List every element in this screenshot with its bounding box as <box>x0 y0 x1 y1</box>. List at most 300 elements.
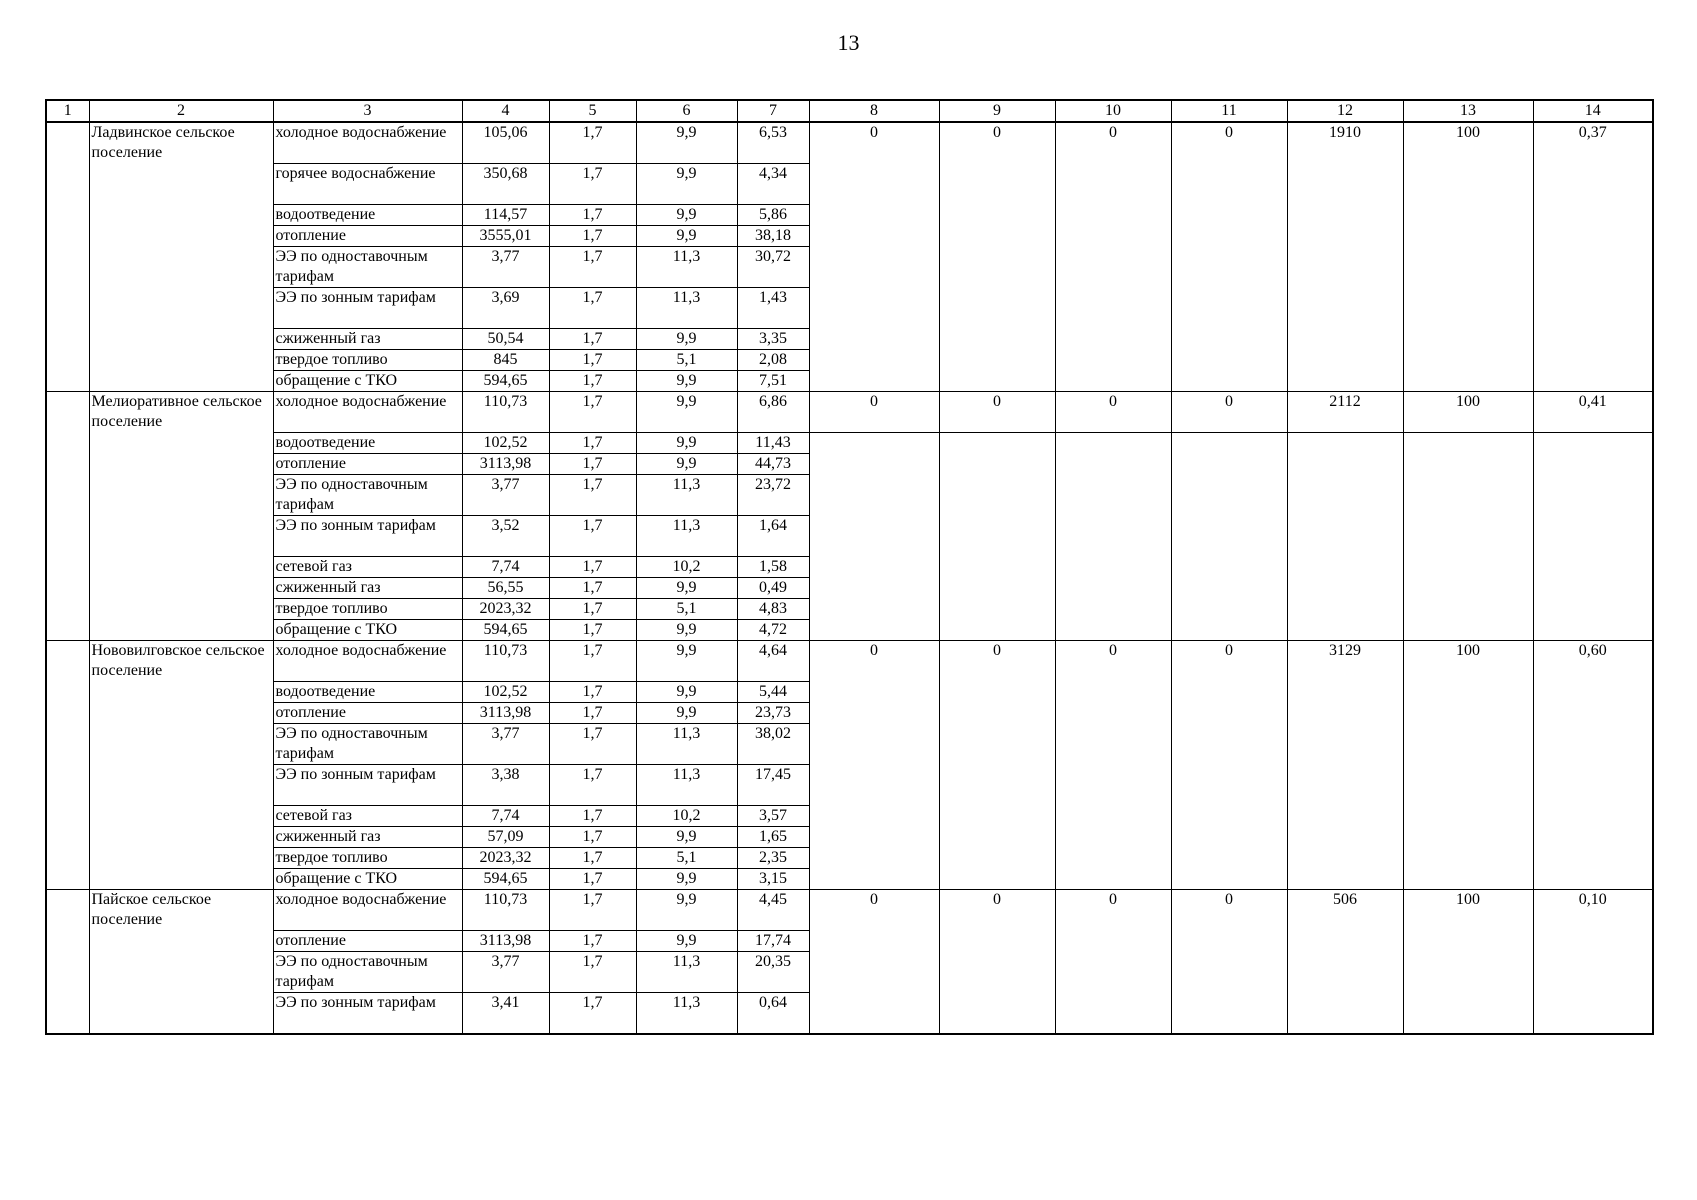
table-row <box>46 827 1653 848</box>
group-value <box>939 578 1055 599</box>
group-value <box>809 806 939 827</box>
group-value <box>1403 226 1533 247</box>
group-value <box>1055 848 1171 869</box>
group-value <box>1533 993 1653 1035</box>
row-number-cell <box>46 329 89 350</box>
group-value <box>809 288 939 329</box>
row-number-cell <box>46 993 89 1035</box>
settlement-name-empty <box>89 806 273 827</box>
group-value <box>1533 350 1653 371</box>
group-value <box>1171 247 1287 288</box>
service-name: холодное водоснабжение <box>273 122 462 164</box>
group-value <box>1403 557 1533 578</box>
group-value <box>1403 350 1533 371</box>
group-value <box>1403 952 1533 993</box>
group-value <box>1533 516 1653 557</box>
row-number-cell <box>46 931 89 952</box>
group-value <box>809 931 939 952</box>
growth-value: 9,9 <box>636 454 737 475</box>
service-name: водоотведение <box>273 205 462 226</box>
service-name: водоотведение <box>273 433 462 454</box>
share-value: 0,49 <box>737 578 809 599</box>
row-number-cell <box>46 806 89 827</box>
data-table <box>45 99 1654 1035</box>
settlement-name-empty <box>89 578 273 599</box>
group-value <box>809 724 939 765</box>
group-value <box>1171 806 1287 827</box>
group-value: 0 <box>1171 122 1287 164</box>
group-value: 0 <box>939 122 1055 164</box>
group-value <box>1287 703 1403 724</box>
service-name: ЭЭ по одноставочным тарифам <box>273 475 462 516</box>
column-number: 4 <box>462 100 549 122</box>
tariff-value: 110,73 <box>462 641 549 682</box>
group-value <box>1287 350 1403 371</box>
group-value: 0 <box>1055 392 1171 433</box>
settlement-name-empty <box>89 724 273 765</box>
group-value <box>1403 288 1533 329</box>
share-value: 5,86 <box>737 205 809 226</box>
growth-value: 9,9 <box>636 703 737 724</box>
table-row <box>46 475 1653 516</box>
service-name: ЭЭ по зонным тарифам <box>273 288 462 329</box>
share-value: 17,74 <box>737 931 809 952</box>
settlement-name-empty <box>89 329 273 350</box>
share-value: 4,72 <box>737 620 809 641</box>
tariff-value: 102,52 <box>462 433 549 454</box>
coefficient-value: 1,7 <box>549 247 636 288</box>
tariff-value: 594,65 <box>462 371 549 392</box>
group-value <box>1403 724 1533 765</box>
group-value <box>1055 827 1171 848</box>
group-value <box>1055 329 1171 350</box>
share-value: 1,43 <box>737 288 809 329</box>
tariff-value: 3,52 <box>462 516 549 557</box>
column-number: 5 <box>549 100 636 122</box>
group-value <box>1055 475 1171 516</box>
settlement-name-empty <box>89 205 273 226</box>
group-value <box>1055 164 1171 205</box>
group-value <box>939 848 1055 869</box>
row-number-cell <box>46 433 89 454</box>
service-name: ЭЭ по зонным тарифам <box>273 993 462 1035</box>
group-value <box>1533 557 1653 578</box>
settlement-name-empty <box>89 288 273 329</box>
coefficient-value: 1,7 <box>549 205 636 226</box>
group-value: 0 <box>939 392 1055 433</box>
group-value: 0,60 <box>1533 641 1653 682</box>
group-value <box>809 765 939 806</box>
settlement-name: Пайское сельское поселение <box>89 890 273 931</box>
group-value <box>809 682 939 703</box>
table-row <box>46 226 1653 247</box>
service-name: обращение с ТКО <box>273 371 462 392</box>
coefficient-value: 1,7 <box>549 682 636 703</box>
group-value <box>1171 620 1287 641</box>
group-value <box>1287 433 1403 454</box>
tariff-value: 350,68 <box>462 164 549 205</box>
group-value <box>1287 724 1403 765</box>
growth-value: 11,3 <box>636 724 737 765</box>
table-row <box>46 703 1653 724</box>
service-name: обращение с ТКО <box>273 620 462 641</box>
tariff-value: 56,55 <box>462 578 549 599</box>
share-value: 3,15 <box>737 869 809 890</box>
group-value <box>809 952 939 993</box>
group-value: 0 <box>809 122 939 164</box>
table-row <box>46 205 1653 226</box>
tariff-value: 3113,98 <box>462 931 549 952</box>
group-value <box>1533 806 1653 827</box>
group-value <box>1055 288 1171 329</box>
row-number-cell <box>46 827 89 848</box>
settlement-name-empty <box>89 682 273 703</box>
row-number-cell <box>46 890 89 931</box>
group-value: 0,10 <box>1533 890 1653 931</box>
growth-value: 9,9 <box>636 392 737 433</box>
tariff-value: 110,73 <box>462 890 549 931</box>
group-value <box>1403 599 1533 620</box>
group-value <box>1287 993 1403 1035</box>
row-number-cell <box>46 703 89 724</box>
group-value <box>1533 454 1653 475</box>
row-number-cell <box>46 869 89 890</box>
group-value <box>1055 952 1171 993</box>
growth-value: 9,9 <box>636 433 737 454</box>
tariff-value: 594,65 <box>462 620 549 641</box>
group-value <box>1533 703 1653 724</box>
column-number: 3 <box>273 100 462 122</box>
share-value: 4,34 <box>737 164 809 205</box>
coefficient-value: 1,7 <box>549 890 636 931</box>
column-number: 10 <box>1055 100 1171 122</box>
column-number: 2 <box>89 100 273 122</box>
group-value <box>1055 599 1171 620</box>
share-value: 2,08 <box>737 350 809 371</box>
row-number-cell <box>46 122 89 164</box>
group-value <box>939 164 1055 205</box>
growth-value: 11,3 <box>636 952 737 993</box>
tariff-value: 845 <box>462 350 549 371</box>
group-value: 3129 <box>1287 641 1403 682</box>
group-value <box>1287 952 1403 993</box>
share-value: 6,53 <box>737 122 809 164</box>
growth-value: 11,3 <box>636 288 737 329</box>
coefficient-value: 1,7 <box>549 164 636 205</box>
group-value: 0,41 <box>1533 392 1653 433</box>
group-value <box>939 350 1055 371</box>
group-value <box>1287 371 1403 392</box>
group-value <box>1171 765 1287 806</box>
coefficient-value: 1,7 <box>549 703 636 724</box>
group-value <box>1287 454 1403 475</box>
growth-value: 9,9 <box>636 620 737 641</box>
group-value <box>1171 329 1287 350</box>
group-value <box>1533 952 1653 993</box>
coefficient-value: 1,7 <box>549 288 636 329</box>
settlement-name-empty <box>89 620 273 641</box>
group-value <box>1533 288 1653 329</box>
share-value: 44,73 <box>737 454 809 475</box>
group-value <box>1287 682 1403 703</box>
settlement-name-empty <box>89 848 273 869</box>
group-value <box>1055 350 1171 371</box>
settlement-name-empty <box>89 869 273 890</box>
group-value <box>1055 765 1171 806</box>
table-row <box>46 931 1653 952</box>
share-value: 3,57 <box>737 806 809 827</box>
tariff-value: 57,09 <box>462 827 549 848</box>
share-value: 5,44 <box>737 682 809 703</box>
share-value: 3,35 <box>737 329 809 350</box>
table-row <box>46 869 1653 890</box>
row-number-cell <box>46 599 89 620</box>
group-value <box>809 993 939 1035</box>
service-name: сетевой газ <box>273 806 462 827</box>
group-value <box>939 205 1055 226</box>
coefficient-value: 1,7 <box>549 641 636 682</box>
coefficient-value: 1,7 <box>549 806 636 827</box>
group-value <box>809 433 939 454</box>
group-value <box>1403 848 1533 869</box>
group-value <box>939 806 1055 827</box>
growth-value: 9,9 <box>636 869 737 890</box>
row-number-cell <box>46 288 89 329</box>
row-number-cell <box>46 205 89 226</box>
tariff-value: 114,57 <box>462 205 549 226</box>
share-value: 4,64 <box>737 641 809 682</box>
group-value <box>1055 724 1171 765</box>
group-value <box>939 516 1055 557</box>
growth-value: 9,9 <box>636 164 737 205</box>
settlement-name-empty <box>89 247 273 288</box>
group-value <box>1533 827 1653 848</box>
table-row <box>46 641 1653 682</box>
row-number-cell <box>46 371 89 392</box>
settlement-name-empty <box>89 931 273 952</box>
row-number-cell <box>46 164 89 205</box>
group-value <box>939 288 1055 329</box>
group-value <box>809 703 939 724</box>
service-name: твердое топливо <box>273 848 462 869</box>
group-value: 506 <box>1287 890 1403 931</box>
growth-value: 9,9 <box>636 205 737 226</box>
group-value <box>1287 620 1403 641</box>
share-value: 38,02 <box>737 724 809 765</box>
row-number-cell <box>46 641 89 682</box>
group-value: 0 <box>809 392 939 433</box>
group-value: 0 <box>809 890 939 931</box>
tariff-value: 50,54 <box>462 329 549 350</box>
group-value <box>1533 682 1653 703</box>
group-value <box>1055 226 1171 247</box>
service-name: горячее водоснабжение <box>273 164 462 205</box>
group-value <box>1171 827 1287 848</box>
group-value <box>1055 682 1171 703</box>
group-value <box>1533 475 1653 516</box>
coefficient-value: 1,7 <box>549 226 636 247</box>
coefficient-value: 1,7 <box>549 392 636 433</box>
group-value <box>809 350 939 371</box>
group-value <box>1403 931 1533 952</box>
group-value <box>1055 433 1171 454</box>
group-value <box>1055 931 1171 952</box>
tariff-value: 3,77 <box>462 475 549 516</box>
group-value <box>1171 599 1287 620</box>
settlement-name: Ладвинское сельское поселение <box>89 122 273 164</box>
row-number-cell <box>46 848 89 869</box>
row-number-cell <box>46 454 89 475</box>
settlement-name-empty <box>89 475 273 516</box>
growth-value: 9,9 <box>636 931 737 952</box>
group-value <box>1055 371 1171 392</box>
column-number: 11 <box>1171 100 1287 122</box>
group-value <box>1171 288 1287 329</box>
group-value: 0 <box>1171 641 1287 682</box>
group-value: 0,37 <box>1533 122 1653 164</box>
growth-value: 9,9 <box>636 371 737 392</box>
group-value <box>1055 806 1171 827</box>
group-value <box>1171 475 1287 516</box>
row-number-cell <box>46 765 89 806</box>
group-value <box>1533 765 1653 806</box>
group-value: 100 <box>1403 890 1533 931</box>
service-name: сжиженный газ <box>273 827 462 848</box>
group-value <box>1171 226 1287 247</box>
group-value <box>939 329 1055 350</box>
row-number-cell <box>46 952 89 993</box>
tariff-value: 3,38 <box>462 765 549 806</box>
column-number: 13 <box>1403 100 1533 122</box>
share-value: 23,72 <box>737 475 809 516</box>
group-value <box>1171 454 1287 475</box>
group-value <box>1171 371 1287 392</box>
table-row <box>46 350 1653 371</box>
group-value <box>939 703 1055 724</box>
group-value <box>1287 247 1403 288</box>
group-value <box>939 952 1055 993</box>
table-row <box>46 433 1653 454</box>
group-value: 0 <box>1055 122 1171 164</box>
table-row <box>46 578 1653 599</box>
group-value <box>1533 226 1653 247</box>
coefficient-value: 1,7 <box>549 433 636 454</box>
group-value: 0 <box>1171 392 1287 433</box>
table-row <box>46 288 1653 329</box>
group-value <box>939 557 1055 578</box>
group-value: 100 <box>1403 122 1533 164</box>
growth-value: 9,9 <box>636 890 737 931</box>
tariff-value: 3113,98 <box>462 703 549 724</box>
group-value <box>809 827 939 848</box>
growth-value: 11,3 <box>636 765 737 806</box>
growth-value: 9,9 <box>636 122 737 164</box>
group-value <box>1287 329 1403 350</box>
growth-value: 9,9 <box>636 226 737 247</box>
group-value <box>1171 703 1287 724</box>
group-value: 100 <box>1403 392 1533 433</box>
group-value <box>809 226 939 247</box>
coefficient-value: 1,7 <box>549 329 636 350</box>
service-name: холодное водоснабжение <box>273 641 462 682</box>
group-value <box>1403 454 1533 475</box>
column-number: 12 <box>1287 100 1403 122</box>
coefficient-value: 1,7 <box>549 827 636 848</box>
growth-value: 9,9 <box>636 641 737 682</box>
column-number-row <box>46 100 1653 122</box>
share-value: 30,72 <box>737 247 809 288</box>
growth-value: 5,1 <box>636 599 737 620</box>
service-name: твердое топливо <box>273 350 462 371</box>
table-row <box>46 557 1653 578</box>
service-name: ЭЭ по одноставочным тарифам <box>273 952 462 993</box>
group-value <box>1055 703 1171 724</box>
group-value <box>1403 765 1533 806</box>
service-name: сжиженный газ <box>273 329 462 350</box>
group-value <box>1403 578 1533 599</box>
table-row <box>46 682 1653 703</box>
service-name: сетевой газ <box>273 557 462 578</box>
share-value: 0,64 <box>737 993 809 1035</box>
group-value <box>1287 578 1403 599</box>
group-value <box>1403 806 1533 827</box>
group-value <box>1287 848 1403 869</box>
coefficient-value: 1,7 <box>549 620 636 641</box>
group-value <box>1171 164 1287 205</box>
settlement-name-empty <box>89 164 273 205</box>
group-value <box>1287 516 1403 557</box>
group-value <box>1171 350 1287 371</box>
coefficient-value: 1,7 <box>549 848 636 869</box>
group-value <box>939 226 1055 247</box>
group-value: 1910 <box>1287 122 1403 164</box>
group-value <box>1055 620 1171 641</box>
growth-value: 5,1 <box>636 848 737 869</box>
share-value: 2,35 <box>737 848 809 869</box>
group-value <box>1287 475 1403 516</box>
row-number-cell <box>46 226 89 247</box>
group-value <box>809 164 939 205</box>
group-value <box>1287 557 1403 578</box>
settlement-name-empty <box>89 557 273 578</box>
group-value <box>1171 993 1287 1035</box>
tariff-value: 110,73 <box>462 392 549 433</box>
row-number-cell <box>46 516 89 557</box>
tariff-value: 3,69 <box>462 288 549 329</box>
coefficient-value: 1,7 <box>549 869 636 890</box>
group-value <box>809 557 939 578</box>
group-value <box>1403 993 1533 1035</box>
group-value <box>1403 433 1533 454</box>
column-number: 14 <box>1533 100 1653 122</box>
group-value <box>939 454 1055 475</box>
group-value <box>1171 848 1287 869</box>
group-value: 0 <box>1055 641 1171 682</box>
group-value <box>1171 516 1287 557</box>
service-name: ЭЭ по зонным тарифам <box>273 765 462 806</box>
group-value <box>939 724 1055 765</box>
settlement-name-empty <box>89 952 273 993</box>
coefficient-value: 1,7 <box>549 952 636 993</box>
service-name: водоотведение <box>273 682 462 703</box>
service-name: холодное водоснабжение <box>273 890 462 931</box>
group-value <box>1171 931 1287 952</box>
table-row <box>46 765 1653 806</box>
table-row <box>46 247 1653 288</box>
settlement-name: Мелиоративное сельское поселение <box>89 392 273 433</box>
group-value <box>1533 164 1653 205</box>
settlement-name-empty <box>89 599 273 620</box>
